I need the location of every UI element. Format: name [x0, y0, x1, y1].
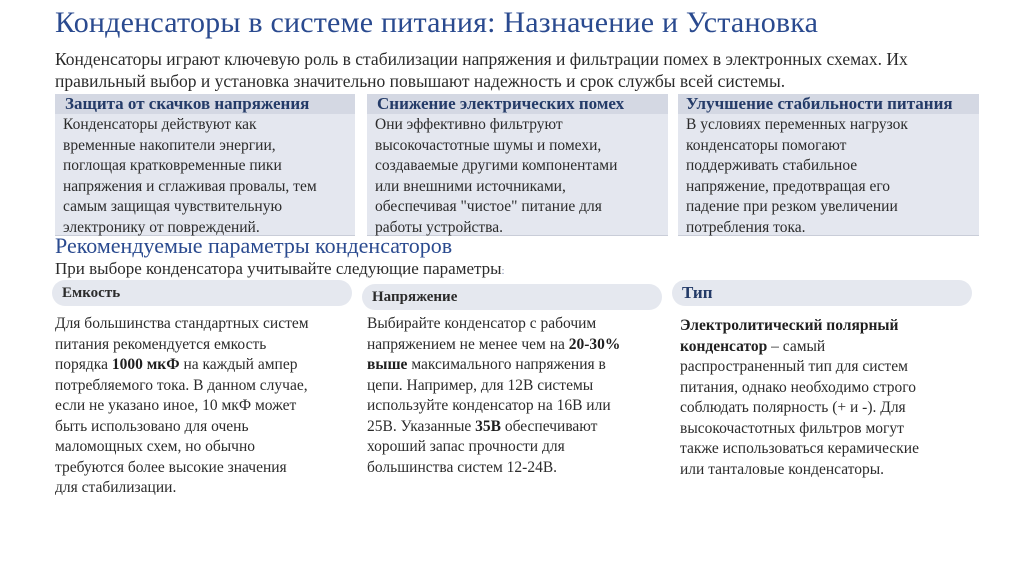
emphasis: Электролитический полярный — [680, 317, 899, 334]
text-line: хороший запас прочности для — [367, 438, 565, 455]
param-text-type — [680, 316, 980, 480]
text-line: также использоваться керамические — [680, 440, 919, 457]
text-line: маломощных схем, но обычно — [55, 438, 256, 455]
card-heading: Улучшение стабильности питания — [678, 94, 979, 114]
text-line: Конденсаторы действуют как — [63, 116, 257, 133]
text-line: В условиях переменных нагрузок — [686, 116, 908, 133]
text-line: 25В. Указанные 35В обеспечивают — [367, 417, 598, 435]
text-line: потребляемого тока. В данном случае, — [55, 376, 308, 394]
text-line: распространенный тип для систем — [680, 358, 908, 375]
text-line: если не указано иное, 10 мкФ может — [55, 397, 297, 414]
text-line: электронику от повреждений. — [63, 218, 260, 236]
card-heading: Снижение электрических помех — [367, 94, 668, 114]
card-body — [375, 115, 662, 238]
emphasis: 1000 мкФ — [111, 356, 180, 373]
text-line: высокочастотных фильтров могут — [680, 419, 904, 437]
param-pill-capacitance: Емкость — [52, 280, 352, 306]
text-line: требуются более высокие значения — [55, 458, 287, 476]
text-line: или внешними источниками, — [375, 177, 566, 195]
card-body — [63, 115, 349, 238]
param-text-capacitance — [55, 314, 355, 499]
emphasis: конденсатор — [680, 337, 768, 355]
text-line: напряжения и сглаживая провалы, тем — [63, 177, 317, 195]
card-noise-reduction — [367, 94, 668, 236]
text-line: поддерживать стабильное — [686, 157, 858, 174]
text-line: напряжением не менее чем на 20-30% — [367, 335, 621, 353]
section-title: Рекомендуемые параметры конденсаторов — [55, 233, 453, 258]
emphasis: 35В — [475, 417, 501, 435]
text-line: для стабилизации. — [55, 479, 177, 496]
param-pill-type: Тип — [672, 280, 972, 306]
intro-paragraph: Конденсаторы играют ключевую роль в стабилизации напряжения и фильтрации помех в электронных схемах. Их правильный выбор и установка значительно повышают надежность и срок службы всей системы. — [55, 49, 908, 91]
text-line: выше максимального напряжения в — [367, 356, 606, 373]
text-line: используйте конденсатор на 16В или — [367, 397, 611, 414]
text-line: конденсатор – самый — [680, 337, 826, 355]
text-line: Для большинства стандартных систем — [55, 315, 309, 332]
section-subtitle — [55, 259, 504, 279]
text-line: быть использовано для очень — [55, 417, 249, 435]
text-line: порядка 1000 мкФ на каждый ампер — [55, 356, 298, 373]
card-surge-protection — [55, 94, 355, 236]
text-line: падение при резком увеличении — [686, 198, 898, 215]
text-line — [680, 316, 980, 337]
text-line: напряжение, предотвращая его — [686, 177, 891, 195]
card-heading: Защита от скачков напряжения — [55, 94, 355, 114]
text-line: Они эффективно фильтруют — [375, 116, 563, 133]
text-line: временные накопители энергии, — [63, 136, 276, 154]
text-line: или танталовые конденсаторы. — [680, 460, 885, 478]
emphasis: 20-30% — [568, 335, 621, 353]
section-subtitle-text: При выборе конденсатора учитывайте следующие параметры — [55, 259, 502, 278]
param-pill-voltage: Напряжение — [362, 284, 662, 310]
text-line: высокочастотные шумы и помехи, — [375, 136, 602, 154]
text-line: Выбирайте конденсатор с рабочим — [367, 315, 597, 332]
text-line: питания рекомендуется емкость — [55, 335, 267, 353]
text-line: поглощая кратковременные пики — [63, 157, 282, 174]
page-title: Конденсаторы в системе питания: Назначение и Установка — [55, 6, 819, 39]
text-line: создаваемые другими компонентами — [375, 157, 618, 174]
text-line: цепи. Например, для 12В системы — [367, 376, 594, 394]
text-line: потребления тока. — [686, 218, 806, 236]
emphasis: выше — [367, 356, 408, 373]
section-subtitle-colon: : — [501, 266, 505, 277]
text-line: работы устройства. — [375, 218, 504, 236]
text-line: питания, однако необходимо строго — [680, 378, 916, 396]
text-line: большинства систем 12-24В. — [367, 458, 558, 476]
text-line: обеспечивая "чистое" питание для — [375, 198, 602, 215]
param-text-voltage — [367, 314, 667, 478]
text-line: конденсаторы помогают — [686, 136, 847, 154]
card-stability — [678, 94, 979, 236]
text-line: самым защищая чувствительную — [63, 198, 283, 215]
card-body — [686, 115, 973, 238]
text-line: соблюдать полярность (+ и -). Для — [680, 399, 906, 416]
